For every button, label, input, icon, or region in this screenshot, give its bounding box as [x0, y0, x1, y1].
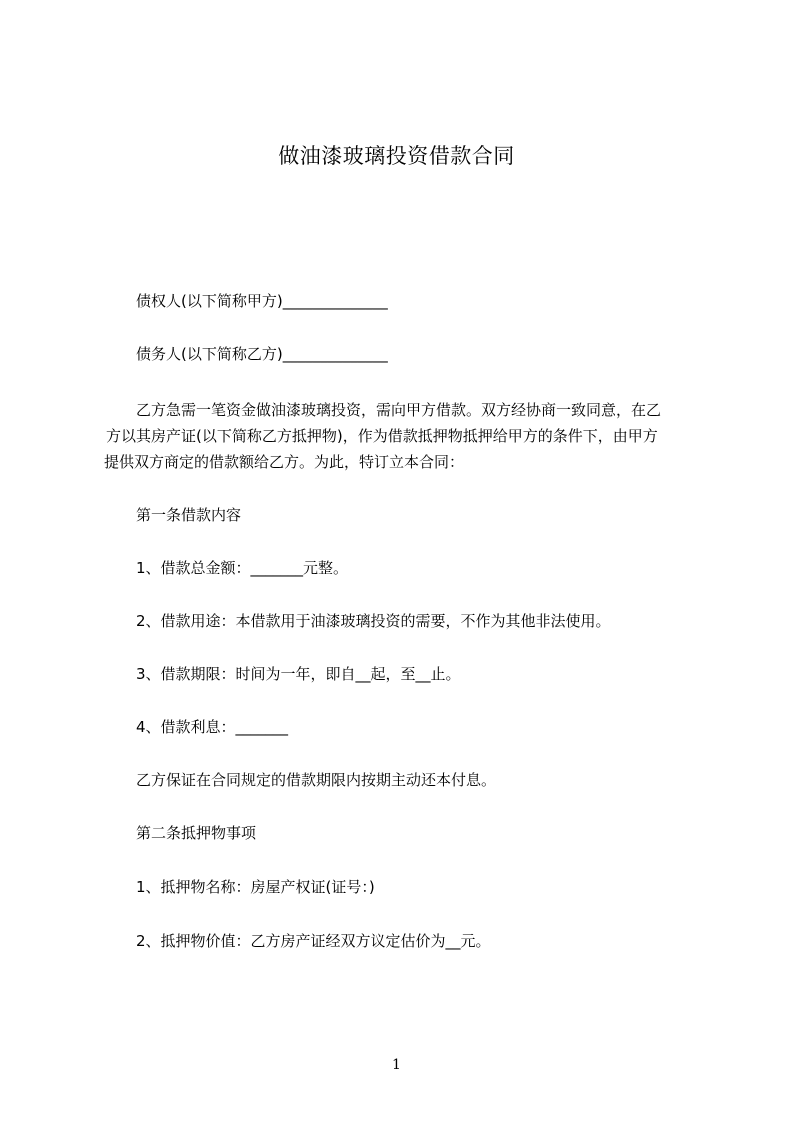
loan-interest-item: 4、借款利息：_______	[136, 718, 289, 736]
intro-paragraph	[104, 397, 704, 475]
collateral-name-item: 1、抵押物名称：房屋产权证(证号：)	[136, 878, 375, 896]
document-title: 做油漆玻璃投资借款合同	[278, 144, 515, 168]
section-2-heading: 第二条抵押物事项	[136, 824, 257, 842]
intro-line-2: 方以其房产证(以下简称乙方抵押物)，作为借款抵押物抵押给甲方的条件下，由甲方	[106, 427, 658, 445]
repayment-guarantee: 乙方保证在合同规定的借款期限内按期主动还本付息。	[136, 771, 497, 789]
intro-line-1: 乙方急需一笔资金做油漆玻璃投资，需向甲方借款。双方经协商一致同意，在乙	[136, 401, 662, 419]
loan-amount-item: 1、借款总金额：_______元整。	[136, 559, 349, 577]
section-1-heading: 第一条借款内容	[136, 506, 242, 524]
loan-term-item: 3、借款期限：时间为一年，即自__起，至__止。	[136, 665, 461, 683]
loan-purpose-item: 2、借款用途：本借款用于油漆玻璃投资的需要，不作为其他非法使用。	[136, 612, 611, 630]
creditor-line: 债权人(以下简称甲方)______________	[136, 292, 388, 310]
intro-line-3: 提供双方商定的借款额给乙方。为此，特订立本合同：	[104, 453, 465, 471]
collateral-value-item: 2、抵押物价值：乙方房产证经双方议定估价为__元。	[136, 932, 491, 950]
page-number: 1	[392, 1057, 401, 1073]
debtor-line: 债务人(以下简称乙方)______________	[136, 345, 388, 363]
